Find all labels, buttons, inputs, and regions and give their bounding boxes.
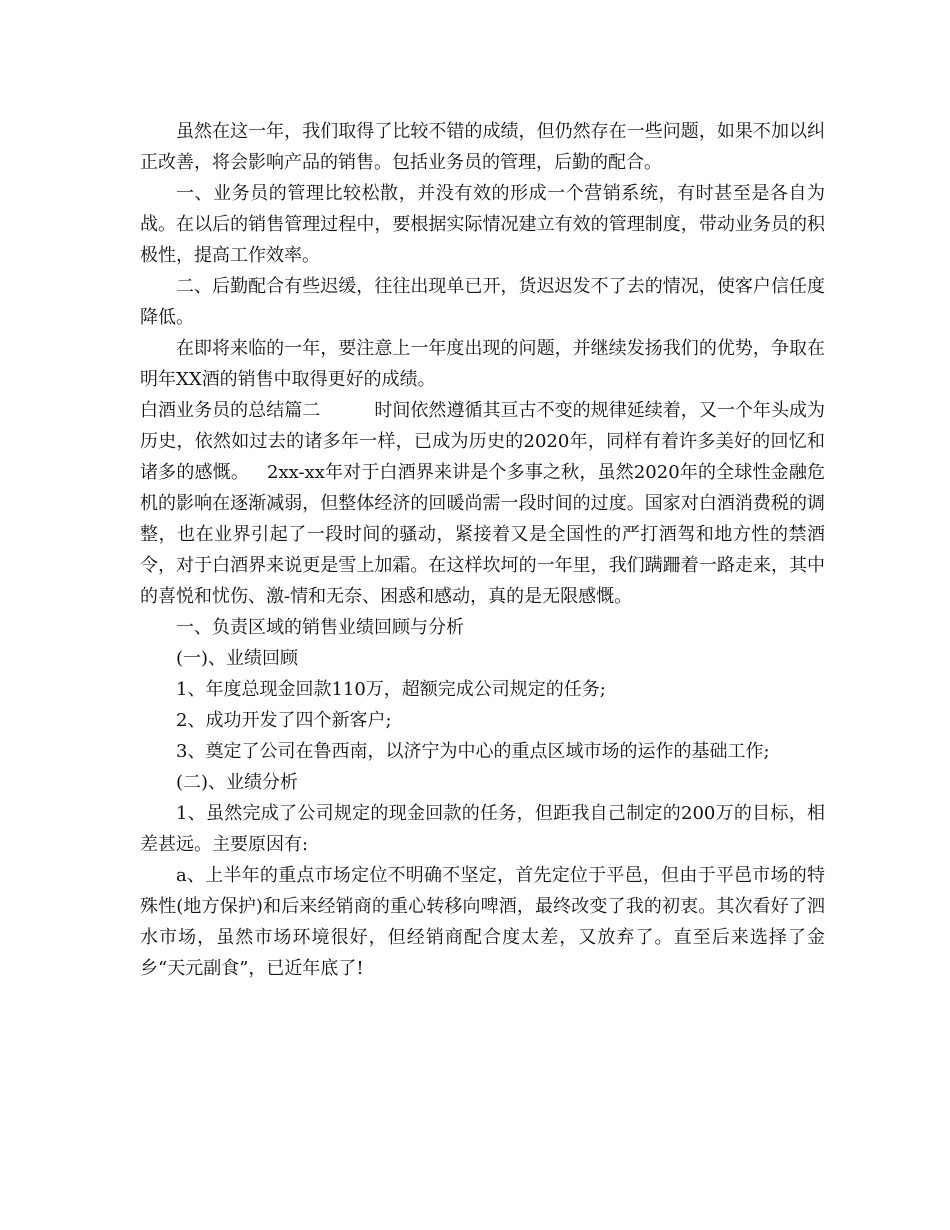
list-item-cash-return: 1、年度总现金回款110万，超额完成公司规定的任务;: [176, 679, 606, 700]
section-intro-text-continued: 2xx-xx年对于白酒界来讲是个多事之秋，虽然2020年的全球性金融危机的影响在逐渐减弱，但整体经济的回暖尚需一段时间的过度。国家对白酒消费税的调整，也在业界引起了一段时间的骚动，紧接着又是全国性的严打酒驾和地方性的禁酒令，对于白酒界来说更是雪上加霜。在这样坎坷的一年里，我们蹒跚着一路走来，其中的喜悦和忧伤、激-情和无奈、困惑和感动，真的是无限感慨。: [140, 462, 825, 607]
paragraph-market-positioning: a、上半年的重点市场定位不明确不坚定，首先定位于平邑，但由于平邑市场的特殊性(地方保护)和后来经销商的重心转移向啤酒，最终改变了我的初衷。其次看好了泗水市场，虽然市场环境很好，但经销商配合度太差，又放弃了。直至后来选择了金乡“天元副食”，已近年底了!: [140, 865, 825, 979]
list-item-new-customers: 2、成功开发了四个新客户;: [176, 710, 392, 731]
paragraph-next-year: 在即将来临的一年，要注意上一年度出现的问题，并继续发扬我们的优势，争取在明年XX酒的销售中取得更好的成绩。: [140, 338, 825, 390]
heading-sales-review: 一、负责区域的销售业绩回顾与分析: [176, 617, 464, 638]
paragraph-section-two: [140, 395, 825, 612]
paragraph-logistics: 二、后勤配合有些迟缓，往往出现单已开，货迟迟发不了去的情况，使客户信任度降低。: [140, 276, 825, 328]
section-heading: 白酒业务员的总结篇二: [140, 400, 321, 421]
subheading-performance-analysis: (二)、业绩分析: [176, 772, 299, 793]
paragraph-target-gap: 1、虽然完成了公司规定的现金回款的任务，但距我自己制定的200万的目标，相差甚远。主要原因有:: [140, 803, 825, 855]
subheading-performance-review: (一)、业绩回顾: [176, 648, 299, 669]
paragraph-salesman-management: 一、业务员的管理比较松散，并没有效的形成一个营销系统，有时甚至是各自为战。在以后的销售管理过程中，要根据实际情况建立有效的管理制度，带动业务员的积极性，提高工作效率。: [140, 183, 825, 266]
list-item-foundation-work: 3、奠定了公司在鲁西南，以济宁为中心的重点区域市场的运作的基础工作;: [176, 741, 770, 762]
section-intro-text: 时间依然遵循其亘古不变的规律延续着，又一个年头成为历史，依然如过去的诸多年一样，已成为历史的2020年，同样有着许多美好的回忆和诸多的感慨。: [140, 400, 826, 483]
paragraph-problems-intro: 虽然在这一年，我们取得了比较不错的成绩，但仍然存在一些问题，如果不加以纠正改善，将会影响产品的销售。包括业务员的管理，后勤的配合。: [140, 121, 825, 173]
document-body: [140, 116, 825, 984]
